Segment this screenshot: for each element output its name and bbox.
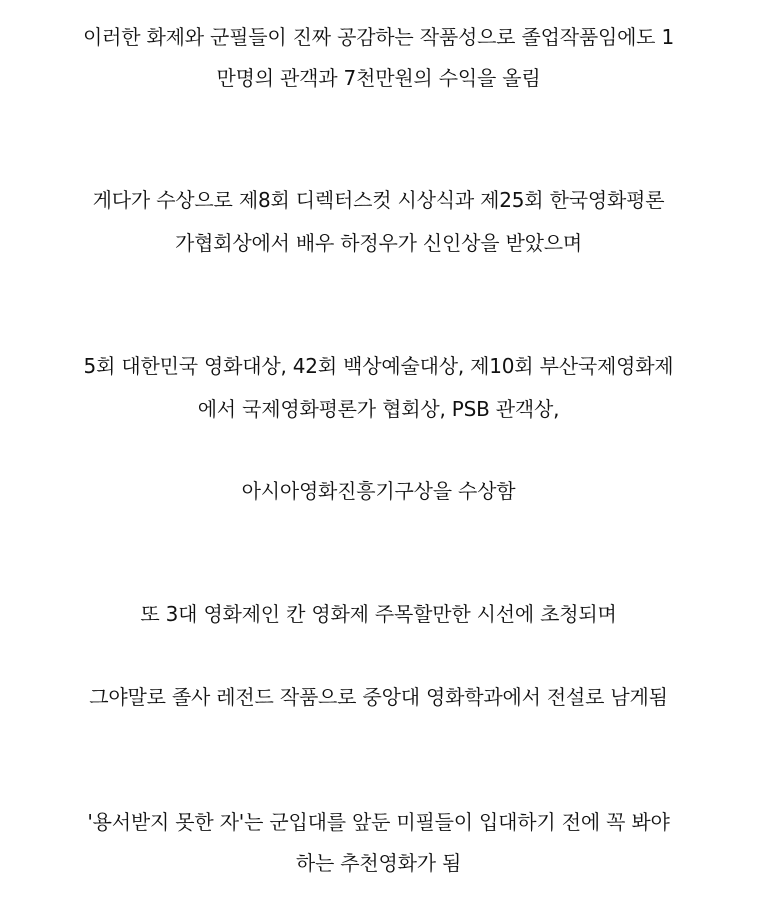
text-line: 이러한 화제와 군필들이 진짜 공감하는 작품성으로 졸업작품임에도 1 — [83, 25, 674, 49]
text-line: 5회 대한민국 영화대상, 42회 백상예술대상, 제10회 부산국제영화제 — [83, 354, 674, 378]
text-line: 하는 추천영화가 됨 — [295, 851, 462, 875]
text-line: 에서 국제영화평론가 협회상, PSB 관객상, — [197, 397, 560, 421]
text-line: 가협회상에서 배우 하정우가 신인상을 받았으며 — [174, 231, 583, 255]
text-line: 게다가 수상으로 제8회 디렉터스컷 시상식과 제25회 한국영화평론 — [92, 188, 665, 212]
text-line: 그야말로 졸사 레전드 작품으로 중앙대 영화학과에서 전설로 남게됨 — [89, 685, 668, 709]
text-line: 아시아영화진흥기구상을 수상함 — [241, 479, 516, 503]
text-line: 만명의 관객과 7천만원의 수익을 올림 — [216, 66, 541, 90]
text-line: 또 3대 영화제인 칸 영화제 주목할만한 시선에 초청되며 — [140, 602, 617, 626]
text-line: '용서받지 못한 자'는 군입대를 앞둔 미필들이 입대하기 전에 꼭 봐야 — [87, 810, 670, 834]
